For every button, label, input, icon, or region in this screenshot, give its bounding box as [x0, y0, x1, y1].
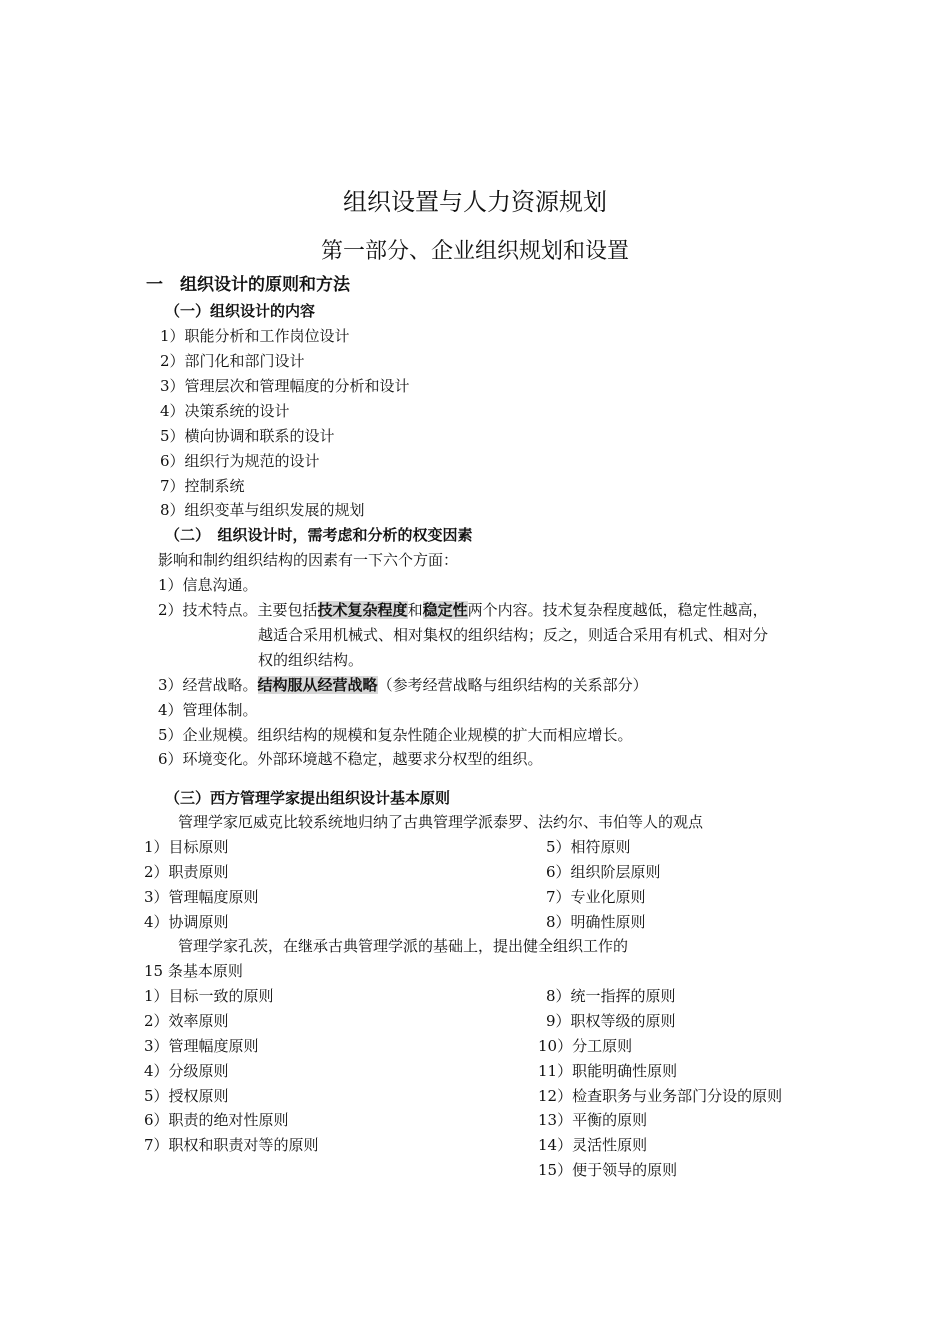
list-item: 4）协调原则: [144, 913, 229, 931]
list-item: 4）分级原则: [144, 1062, 229, 1080]
list-item: 8）组织变革与组织发展的规划: [160, 501, 365, 519]
list-item: 3）经营战略。结构服从经营战略（参考经营战略与组织结构的关系部分）: [158, 676, 648, 694]
subsection-heading-2: （二） 组织设计时，需考虑和分析的权变因素: [165, 526, 473, 544]
paragraph: 15 条基本原则: [144, 962, 243, 980]
paragraph: 管理学家孔茨，在继承古典管理学派的基础上，提出健全组织工作的: [178, 937, 629, 955]
list-item: 1）目标一致的原则: [144, 987, 274, 1005]
list-item: 9）职权等级的原则: [546, 1012, 676, 1030]
list-item: 1）职能分析和工作岗位设计: [160, 327, 350, 345]
list-item: 4）决策系统的设计: [160, 402, 290, 420]
list-item: 6）环境变化。外部环境越不稳定，越要求分权型的组织。: [158, 750, 543, 768]
list-item: 2）效率原则: [144, 1012, 229, 1030]
paragraph: 影响和制约组织结构的因素有一下六个方面：: [158, 551, 459, 569]
list-item: 1）目标原则: [144, 838, 229, 856]
list-item-continuation: 权的组织结构。: [258, 651, 364, 669]
subsection-heading-1: （一）组织设计的内容: [165, 302, 316, 320]
list-item: 5）相符原则: [546, 838, 631, 856]
list-item: 7）职权和职责对等的原则: [144, 1136, 319, 1154]
list-item: 5）授权原则: [144, 1087, 229, 1105]
list-item: 12）检查职务与业务部门分设的原则: [538, 1087, 783, 1105]
highlight-text: 稳定性: [422, 601, 468, 619]
list-item: 2）职责原则: [144, 863, 229, 881]
document-subtitle: 第一部分、企业组织规划和设置: [320, 239, 629, 264]
paragraph: 管理学家厄威克比较系统地归纳了古典管理学派泰罗、法约尔、韦伯等人的观点: [178, 813, 704, 831]
list-item: 5）横向协调和联系的设计: [160, 427, 335, 445]
section-heading: 一 组织设计的原则和方法: [146, 275, 350, 295]
list-item: 7）专业化原则: [546, 888, 646, 906]
list-item: 6）组织阶层原则: [546, 863, 661, 881]
list-item: 3）管理层次和管理幅度的分析和设计: [160, 377, 410, 395]
list-item: 14）灵活性原则: [538, 1136, 648, 1154]
list-item: 3）管理幅度原则: [144, 1037, 259, 1055]
list-item: 13）平衡的原则: [538, 1111, 648, 1129]
list-item: 10）分工原则: [538, 1037, 633, 1055]
list-item: 5）企业规模。组织结构的规模和复杂性随企业规模的扩大而相应增长。: [158, 726, 633, 744]
list-item: 3）管理幅度原则: [144, 888, 259, 906]
subsection-heading-3: （三）西方管理学家提出组织设计基本原则: [165, 789, 451, 807]
highlight-text: 结构服从经营战略: [257, 676, 378, 694]
highlight-text: 技术复杂程度: [317, 601, 408, 619]
list-item: 8）统一指挥的原则: [546, 987, 676, 1005]
list-item-continuation: 越适合采用机械式、相对集权的组织结构；反之，则适合采用有机式、相对分: [258, 626, 769, 644]
list-item: 6）组织行为规范的设计: [160, 452, 320, 470]
list-item: 2）技术特点。主要包括技术复杂程度和稳定性两个内容。技术复杂程度越低，稳定性越高，: [158, 601, 768, 619]
list-item: 4）管理体制。: [158, 701, 258, 719]
document-title: 组织设置与人力资源规划: [343, 188, 607, 216]
list-item: 6）职责的绝对性原则: [144, 1111, 289, 1129]
list-item: 7）控制系统: [160, 477, 245, 495]
list-item: 1）信息沟通。: [158, 576, 258, 594]
list-item: 2）部门化和部门设计: [160, 352, 305, 370]
list-item: 11）职能明确性原则: [538, 1062, 678, 1080]
list-item: 8）明确性原则: [546, 913, 646, 931]
list-item: 15）便于领导的原则: [538, 1161, 678, 1179]
